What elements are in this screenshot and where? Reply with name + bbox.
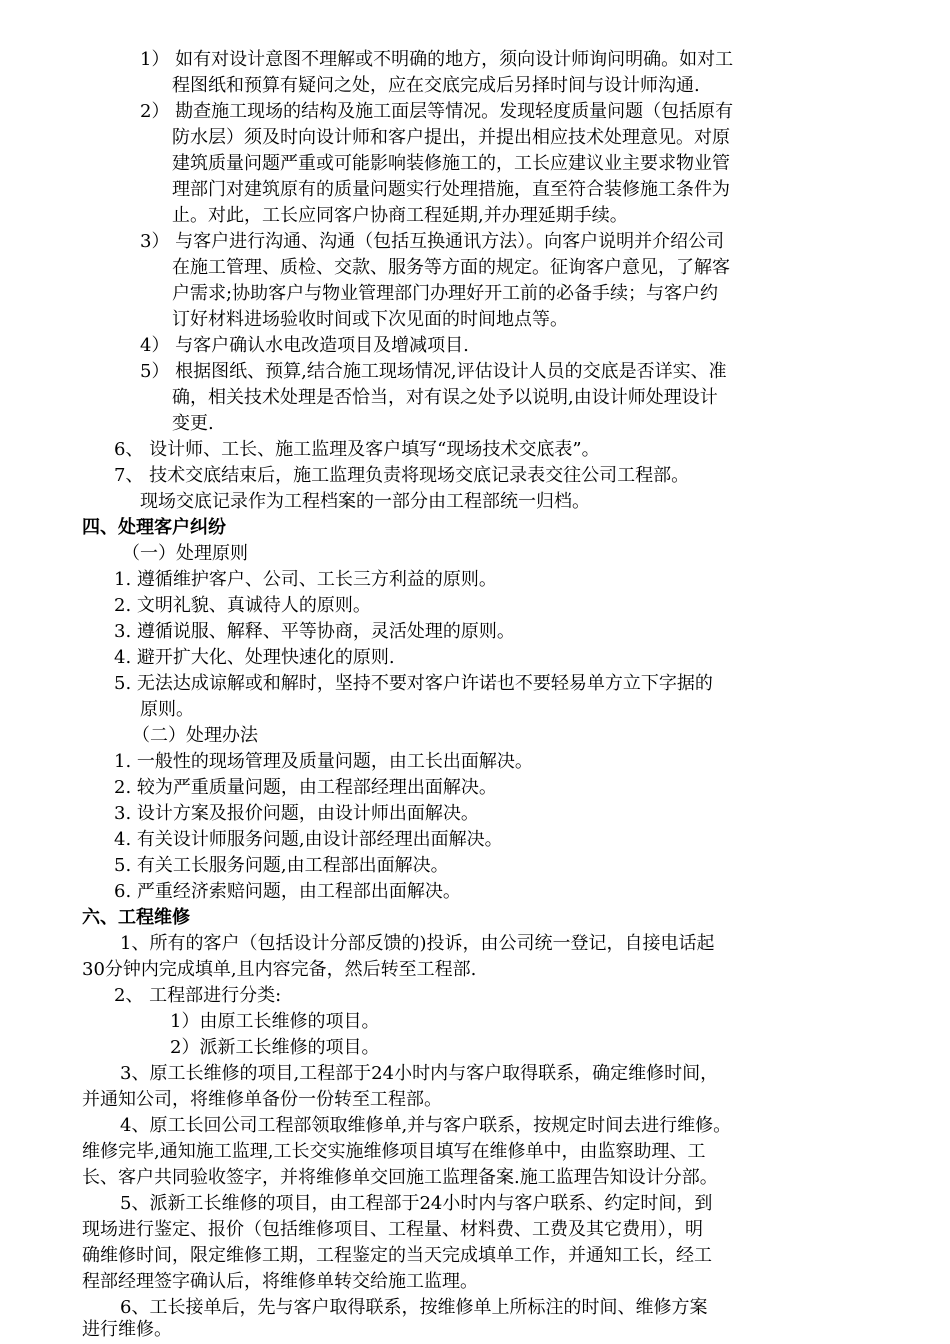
principle-5-line2: 原则。 [140, 699, 194, 720]
item5-line2: 确，相关技术处理是否恰当，对有误之处予以说明,由设计师处理设计 [172, 387, 718, 408]
section4-sub1-title: （一）处理原则 [122, 543, 248, 564]
repair-step2-a: 1）由原工长维修的项目。 [170, 1011, 380, 1032]
principle-1: 1. 遵循维护客户、公司、工长三方利益的原则。 [114, 569, 497, 590]
item2-line4: 理部门对建筑原有的质量问题实行处理措施，直至符合装修施工条件为 [172, 179, 730, 200]
item3-line1: 3） 与客户进行沟通、沟通（包括互换通讯方法）。向客户说明并介绍公司 [140, 231, 725, 252]
repair-step3-line1: 3、原工长维修的项目,工程部于24小时内与客户取得联系，确定维修时间， [120, 1063, 719, 1084]
step7-line2: 现场交底记录作为工程档案的一部分由工程部统一归档。 [140, 491, 590, 512]
item2-line5: 止。对此，工长应同客户协商工程延期,并办理延期手续。 [172, 205, 628, 226]
item1-line2: 程图纸和预算有疑问之处，应在交底完成后另择时间与设计师沟通. [172, 75, 700, 96]
repair-step5-line3: 确维修时间，限定维修工期，工程鉴定的当天完成填单工作，并通知工长，经工 [82, 1245, 712, 1266]
section4-heading: 四、处理客户纠纷 [82, 517, 226, 538]
repair-step4-line3: 长、客户共同验收签字，并将维修单交回施工监理备案.施工监理告知设计分部。 [82, 1167, 718, 1188]
step7-line1: 7、 技术交底结束后，施工监理负责将现场交底记录表交往公司工程部。 [114, 465, 690, 486]
repair-step5-line1: 5、派新工长维修的项目，由工程部于24小时内与客户联系、约定时间，到 [120, 1193, 713, 1214]
step6: 6、 设计师、工长、施工监理及客户填写“现场技术交底表”。 [114, 439, 600, 460]
section6-heading: 六、工程维修 [82, 907, 190, 928]
repair-step2: 2、 工程部进行分类: [114, 985, 282, 1006]
repair-step5-line4: 程部经理签字确认后，将维修单转交给施工监理。 [82, 1271, 478, 1292]
repair-step4-line1: 4、原工长回公司工程部领取维修单,并与客户联系，按规定时间去进行维修。 [120, 1115, 732, 1136]
item3-line2: 在施工管理、质检、交款、服务等方面的规定。征询客户意见，了解客 [172, 257, 730, 278]
item5-line3: 变更. [172, 413, 214, 434]
method-3: 3. 设计方案及报价问题，由设计师出面解决。 [114, 803, 479, 824]
item2-line3: 建筑质量问题严重或可能影响装修施工的，工长应建议业主要求物业管 [172, 153, 730, 174]
method-6: 6. 严重经济索赔问题，由工程部出面解决。 [114, 881, 461, 902]
item4-line1: 4） 与客户确认水电改造项目及增减项目. [140, 335, 469, 356]
method-5: 5. 有关工长服务问题,由工程部出面解决。 [114, 855, 449, 876]
repair-step1-line1: 1、所有的客户（包括设计分部反馈的)投诉，由公司统一登记，自接电话起 [120, 933, 715, 954]
repair-step6-line2: 进行维修。 [82, 1319, 172, 1340]
item2-line2: 防水层）须及时向设计师和客户提出，并提出相应技术处理意见。对原 [172, 127, 730, 148]
repair-step3-line2: 并通知公司，将维修单备份一份转至工程部。 [82, 1089, 442, 1110]
repair-step5-line2: 现场进行鉴定、报价（包括维修项目、工程量、材料费、工费及其它费用），明 [82, 1219, 703, 1240]
principle-3: 3. 遵循说服、解释、平等协商，灵活处理的原则。 [114, 621, 515, 642]
method-2: 2. 较为严重质量问题，由工程部经理出面解决。 [114, 777, 497, 798]
principle-4: 4. 避开扩大化、处理快速化的原则. [114, 647, 395, 668]
principle-5-line1: 5. 无法达成谅解或和解时，坚持不要对客户许诺也不要轻易单方立下字据的 [114, 673, 713, 694]
section4-sub2-title: （二）处理办法 [132, 725, 258, 746]
repair-step1-line2: 30分钟内完成填单,且内容完备，然后转至工程部. [82, 959, 477, 980]
method-1: 1. 一般性的现场管理及质量问题，由工长出面解决。 [114, 751, 533, 772]
principle-2: 2. 文明礼貌、真诚待人的原则。 [114, 595, 371, 616]
repair-step6-line1: 6、工长接单后，先与客户取得联系，按维修单上所标注的时间、维修方案 [120, 1297, 708, 1318]
item2-line1: 2） 勘查施工现场的结构及施工面层等情况。发现轻度质量问题（包括原有 [140, 101, 734, 122]
item5-line1: 5） 根据图纸、预算,结合施工现场情况,评估设计人员的交底是否详实、准 [140, 361, 727, 382]
item3-line4: 订好材料进场验收时间或下次见面的时间地点等。 [172, 309, 568, 330]
item1-line1: 1） 如有对设计意图不理解或不明确的地方，须向设计师询问明确。如对工 [140, 49, 734, 70]
item3-line3: 户需求;协助客户与物业管理部门办理好开工前的必备手续；与客户约 [172, 283, 719, 304]
repair-step2-b: 2）派新工长维修的项目。 [170, 1037, 380, 1058]
method-4: 4. 有关设计师服务问题,由设计部经理出面解决。 [114, 829, 503, 850]
repair-step4-line2: 维修完毕,通知施工监理,工长交实施维修项目填写在维修单中，由监察助理、工 [82, 1141, 706, 1162]
